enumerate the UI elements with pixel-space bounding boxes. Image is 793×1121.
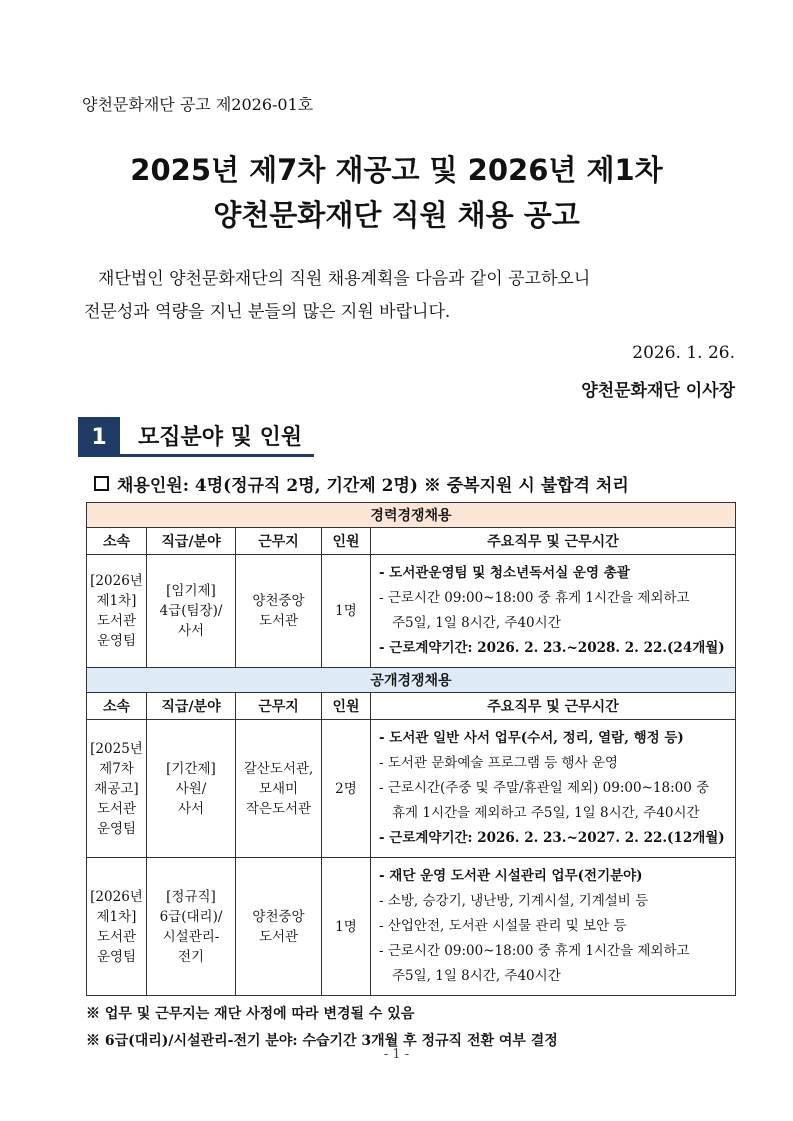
grade-cell: [기간제] 사원/ 사서 — [147, 720, 236, 858]
column-header: 인원 — [322, 528, 371, 555]
duty-line: - 도서관운영팀 및 청소년독서실 운영 총괄 — [379, 565, 630, 581]
duties-cell — [371, 720, 736, 858]
page-title-line2: 양천문화재단 직원 채용 공고 — [213, 198, 580, 232]
table-header-row — [87, 693, 736, 720]
headcount-cell: 1명 — [322, 858, 371, 996]
duty-line: - 도서관 일반 사서 업무(수서, 정리, 열람, 행정 등) — [379, 730, 684, 746]
duty-line: 주5일, 1일 8시간, 주40시간 — [392, 968, 561, 984]
duty-line: - 근로시간(주중 및 주말/휴관일 제외) 09:00~18:00 중 — [379, 780, 710, 796]
dept-cell: [2025년 제7차 재공고] 도서관 운영팀 — [87, 720, 147, 858]
recruitment-table — [86, 502, 736, 996]
career-band — [87, 503, 736, 528]
column-header: 직급/분야 — [147, 693, 236, 720]
page-title-line1: 2025년 제7차 재공고 및 2026년 제1차 — [130, 153, 663, 187]
column-header: 직급/분야 — [147, 528, 236, 555]
page-number: - 1 - — [383, 1047, 410, 1062]
checkbox-icon — [94, 476, 109, 491]
note-1: ※ 업무 및 근무지는 재단 사정에 따라 변경될 수 있음 — [86, 1006, 415, 1022]
duty-line: 휴게 1시간을 제외하고 주5일, 1일 8시간, 주40시간 — [392, 805, 700, 821]
issuer: 양천문화재단 이사장 — [581, 381, 735, 401]
open-band — [87, 668, 736, 693]
workplace-cell: 양천중앙 도서관 — [236, 858, 322, 996]
note-2: ※ 6급(대리)/시설관리-전기 분야: 수습기간 3개월 후 정규직 전환 여부 결정 — [86, 1033, 558, 1049]
section-heading — [78, 417, 314, 457]
hires-summary-text: 채용인원: 4명(정규직 2명, 기간제 2명) ※ 중복지원 시 불합격 처리 — [117, 476, 629, 496]
column-header: 주요직무 및 근무시간 — [371, 528, 736, 555]
duty-line: - 소방, 승강기, 냉난방, 기계시설, 기계설비 등 — [379, 893, 649, 909]
duty-line: - 도서관 문화예술 프로그램 등 행사 운영 — [379, 755, 618, 771]
duty-line: - 재단 운영 도서관 시설관리 업무(전기분야) — [379, 868, 643, 884]
hires-summary — [94, 471, 629, 496]
workplace-cell: 갈산도서관, 모새미 작은도서관 — [236, 720, 322, 858]
column-header: 근무지 — [236, 693, 322, 720]
column-header: 소속 — [87, 528, 147, 555]
career-band-label: 경력경쟁채용 — [87, 503, 736, 528]
column-header: 근무지 — [236, 528, 322, 555]
duty-line: - 근로시간 09:00~18:00 중 휴게 1시간을 제외하고 — [379, 943, 690, 959]
column-header: 인원 — [322, 693, 371, 720]
duty-line: 주5일, 1일 8시간, 주40시간 — [392, 615, 561, 631]
duty-line: - 근로계약기간: 2026. 2. 23.~2028. 2. 22.(24개월) — [379, 640, 725, 656]
table-header-row — [87, 528, 736, 555]
table-row — [87, 858, 736, 996]
table-row — [87, 720, 736, 858]
intro-line-1: 재단법인 양천문화재단의 직원 채용계획을 다음과 같이 공고하오니 — [98, 269, 591, 289]
document-number: 양천문화재단 공고 제2026-01호 — [82, 95, 314, 114]
dept-cell: [2026년 제1차] 도서관 운영팀 — [87, 858, 147, 996]
grade-cell: [임기제] 4급(팀장)/ 사서 — [147, 555, 236, 668]
workplace-cell: 양천중앙 도서관 — [236, 555, 322, 668]
duties-cell — [371, 555, 736, 668]
open-band-label: 공개경쟁채용 — [87, 668, 736, 693]
section-number: 1 — [78, 417, 120, 457]
duties-cell — [371, 858, 736, 996]
intro-paragraph — [84, 263, 734, 329]
table-row — [87, 555, 736, 668]
column-header: 소속 — [87, 693, 147, 720]
announcement-date: 2026. 1. 26. — [632, 343, 735, 363]
duty-line: - 근로시간 09:00~18:00 중 휴게 1시간을 제외하고 — [379, 590, 690, 606]
duty-line: - 근로계약기간: 2026. 2. 23.~2027. 2. 22.(12개월) — [379, 830, 725, 846]
intro-line-2: 전문성과 역량을 지닌 분들의 많은 지원 바랍니다. — [84, 302, 451, 322]
column-header: 주요직무 및 근무시간 — [371, 693, 736, 720]
dept-cell: [2026년 제1차] 도서관 운영팀 — [87, 555, 147, 668]
section-title: 모집분야 및 인원 — [120, 417, 314, 457]
headcount-cell: 2명 — [322, 720, 371, 858]
headcount-cell: 1명 — [322, 555, 371, 668]
grade-cell: [정규직] 6급(대리)/ 시설관리- 전기 — [147, 858, 236, 996]
duty-line: - 산업안전, 도서관 시설물 관리 및 보안 등 — [379, 918, 627, 934]
